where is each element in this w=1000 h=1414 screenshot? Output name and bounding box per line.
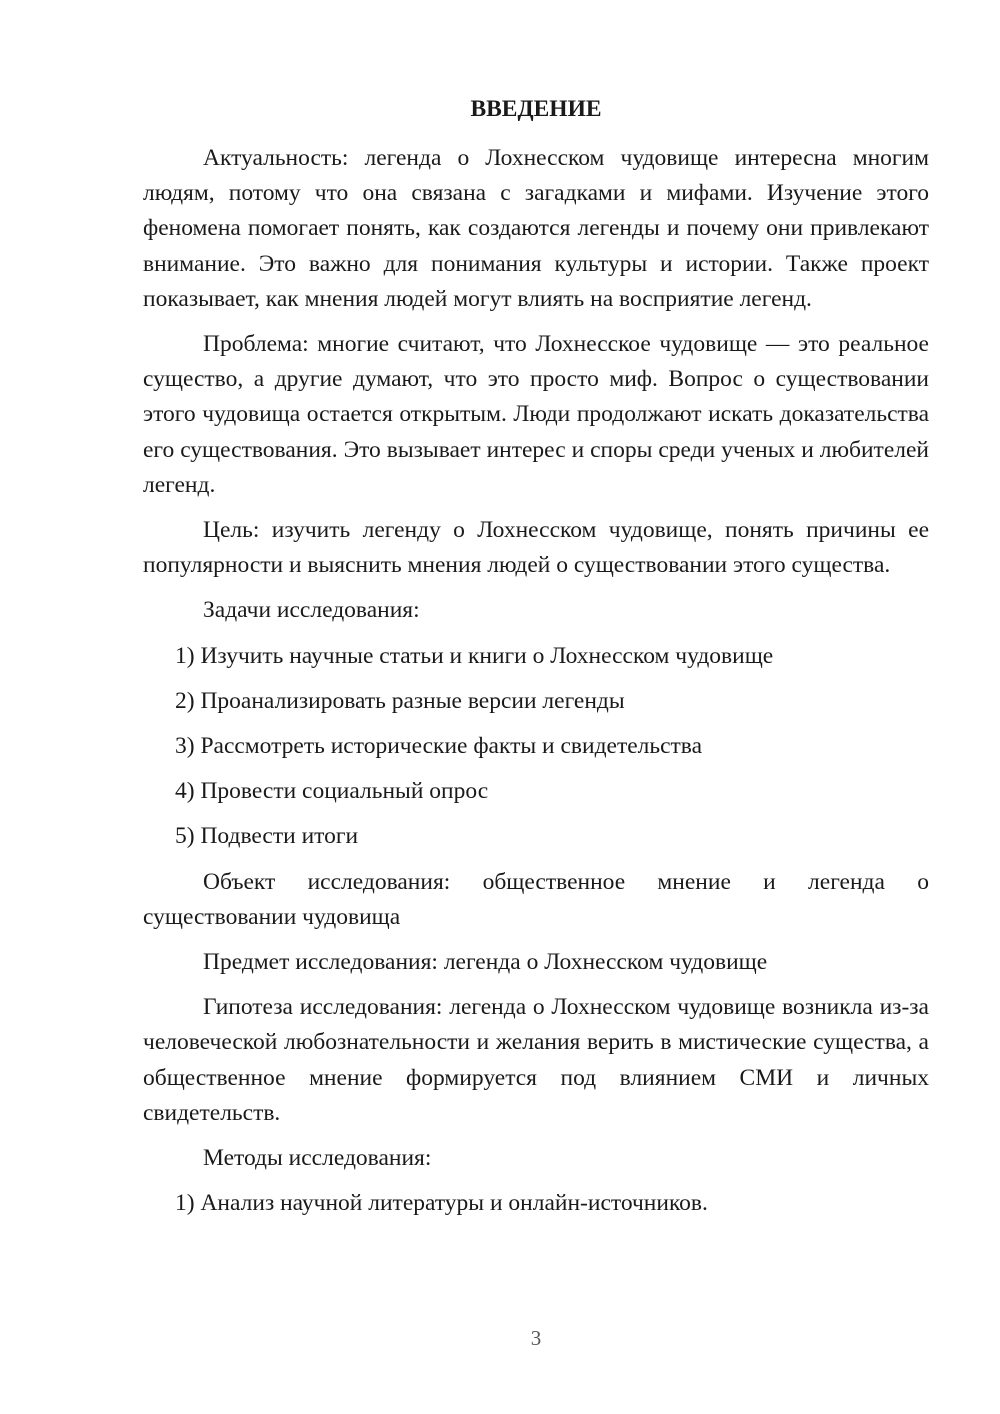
tasks-heading: Задачи исследования:	[203, 597, 420, 624]
paragraph-subject: Предмет исследования: легенда о Лохнесском чудовище	[203, 949, 768, 976]
list-item: 1) Изучить научные статьи и книги о Лохнесском чудовище	[175, 642, 774, 669]
list-item: 4) Провести социальный опрос	[175, 778, 489, 805]
paragraph-hypothesis: Гипотеза исследования: легенда о Лохнесском чудовище возникла из-за человеческой любознательности и желания верить в мистические существа, а общественное мнение формируется под влиянием СМИ и личных свидетельств.	[143, 994, 929, 1126]
paragraph-relevance: Актуальность: легенда о Лохнесском чудовище интересна многим людям, потому что она связана с загадками и мифами. Изучение этого феномена помогает понять, как создаются легенды и почему они привлекают внимание. Это важно для понимания культуры и истории. Также проект показывает, как мнения людей могут влиять на восприятие легенд.	[143, 145, 929, 312]
tasks-list	[143, 639, 929, 855]
document-body	[143, 92, 929, 1231]
list-item: 3) Рассмотреть исторические факты и свидетельства	[175, 733, 703, 760]
methods-heading: Методы исследования:	[203, 1145, 432, 1172]
page-number: 3	[530, 1326, 542, 1350]
list-item: 2) Проанализировать разные версии легенды	[175, 687, 625, 714]
section-title: ВВЕДЕНИЕ	[470, 96, 602, 122]
list-item: 5) Подвести итоги	[175, 823, 359, 850]
paragraph-problem: Проблема: многие считают, что Лохнесское чудовище — это реальное существо, а другие думают, что это просто миф. Вопрос о существовании этого чудовища остается открытым. Люди продолжают искать доказательства его существования. Это вызывает интерес и споры среди ученых и любителей легенд.	[143, 331, 929, 498]
paragraph-goal: Цель: изучить легенду о Лохнесском чудовище, понять причины ее популярности и выяснить мнения людей о существовании этого существа.	[143, 517, 929, 579]
methods-list	[143, 1186, 929, 1221]
paragraph-object: Объект исследования: общественное мнение и легенда о существовании чудовища	[143, 868, 929, 930]
list-item: 1) Анализ научной литературы и онлайн-источников.	[175, 1190, 708, 1217]
